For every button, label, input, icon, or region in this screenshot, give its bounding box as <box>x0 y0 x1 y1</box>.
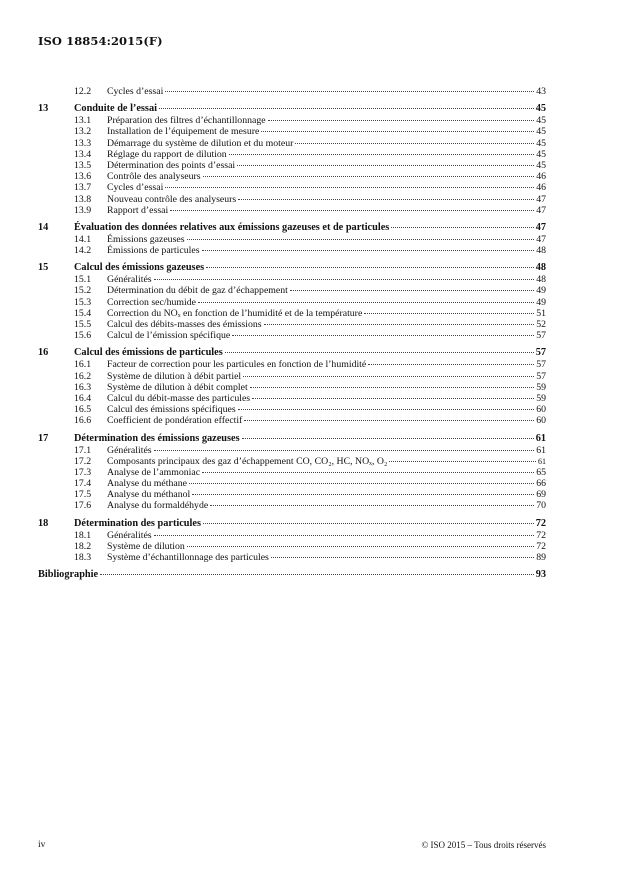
toc-entry-page: 57 <box>536 330 546 342</box>
toc-entry-number: 17.5 <box>74 489 92 501</box>
dot-leader <box>202 472 534 473</box>
toc-entry-page: 59 <box>536 381 546 393</box>
toc-entry-page: 47 <box>536 193 546 205</box>
toc-entry-subsection[interactable] <box>38 194 546 205</box>
toc-entry-number: 13.7 <box>74 182 92 194</box>
toc-entry-chapter[interactable] <box>38 103 546 115</box>
toc-entry-subsection[interactable] <box>38 382 546 393</box>
toc-entry-page: 43 <box>536 86 546 97</box>
toc-entry-number: 18.1 <box>74 529 92 541</box>
toc-entry-number: 14 <box>38 221 49 233</box>
toc-entry-chapter[interactable] <box>38 433 546 445</box>
dot-leader <box>192 494 534 495</box>
toc-entry-page: 66 <box>536 478 546 490</box>
toc-entry-title: Détermination des émissions gazeuses <box>74 432 240 444</box>
toc-entry-title: Nouveau contrôle des analyseurs <box>107 193 237 205</box>
dot-leader <box>187 546 534 547</box>
toc-entry-title: Coefficient de pondération effectif <box>107 415 243 427</box>
dot-leader <box>268 120 535 121</box>
toc-entry-number: 12.2 <box>74 86 92 97</box>
toc-entry-subsection[interactable] <box>38 530 546 541</box>
toc-entry-number: 17.2 <box>74 455 92 467</box>
dot-leader <box>203 176 535 177</box>
toc-entry-number: 17.4 <box>74 478 92 490</box>
dot-leader <box>232 335 534 336</box>
toc-entry-number: 17 <box>38 432 49 444</box>
toc-entry-subsection[interactable] <box>38 489 546 500</box>
toc-entry-subsection[interactable] <box>38 285 546 296</box>
toc-entry-page: 57 <box>536 370 546 382</box>
toc-entry-subsection[interactable] <box>38 126 546 137</box>
toc-entry-page: 89 <box>536 552 546 563</box>
toc-entry-number: 14.2 <box>74 245 92 257</box>
toc-entry-subsection[interactable] <box>38 138 546 149</box>
toc-entry-title: Généralités <box>107 274 152 286</box>
toc-entry-page: 47 <box>536 233 546 245</box>
toc-entry-number: 17.1 <box>74 444 92 456</box>
dot-leader <box>206 267 534 268</box>
toc-entry-subsection[interactable] <box>38 308 546 319</box>
dot-leader <box>364 313 534 314</box>
dot-leader <box>229 154 534 155</box>
dot-leader <box>198 302 534 303</box>
toc-entry-page: 61 <box>538 456 546 466</box>
toc-entry-title: Système d’échantillonnage des particules <box>107 552 269 563</box>
dot-leader <box>271 557 534 558</box>
toc-entry-page: 48 <box>536 245 546 257</box>
toc-entry-title: Installation de l’équipement de mesure <box>107 126 260 138</box>
toc-entry-page: 49 <box>536 296 546 308</box>
dot-leader <box>225 352 534 353</box>
toc-entry-page: 47 <box>535 221 546 233</box>
dot-leader <box>100 574 534 575</box>
toc-entry-title: Émissions gazeuses <box>107 233 185 245</box>
toc-entry-number: 13.1 <box>74 115 92 127</box>
toc-section <box>38 518 546 564</box>
toc-entry-number: 16.1 <box>74 359 92 371</box>
toc-entry-title: Calcul du débit-masse des particules <box>107 392 251 404</box>
dot-leader <box>237 165 534 166</box>
toc-entry-subsection[interactable] <box>38 205 546 216</box>
toc-entry-title: Analyse de l’ammoniac <box>107 466 201 478</box>
document-id-header: ISO 18854:2015(F) <box>38 34 163 48</box>
toc-entry-number: 17.6 <box>74 500 92 512</box>
dot-leader <box>189 483 534 484</box>
toc-entry-number: 13.3 <box>74 137 92 149</box>
toc-entry-title: Conduite de l’essai <box>74 103 157 115</box>
toc-entry-chapter[interactable] <box>38 347 546 359</box>
toc-entry-title: Détermination des particules <box>74 517 201 529</box>
dot-leader <box>389 461 536 462</box>
toc-section <box>38 262 546 341</box>
toc-entry-subsection[interactable] <box>38 274 546 285</box>
toc-entry-title: Analyse du méthanol <box>107 489 191 501</box>
toc-entry-title: Évaluation des données relatives aux émissions gazeuses et de particules <box>74 221 390 233</box>
toc-entry-title: Correction du NOₓ en fonction de l’humidité et de la température <box>107 307 363 319</box>
dot-leader <box>290 290 534 291</box>
toc-entry-title: Calcul de l’émission spécifique <box>107 330 231 342</box>
toc-entry-number: 17.3 <box>74 466 92 478</box>
toc-entry-page: 47 <box>536 204 546 216</box>
toc-entry-page: 72 <box>536 540 546 552</box>
toc-entry-number: 15 <box>38 262 49 274</box>
toc-entry-subsection[interactable] <box>38 467 546 478</box>
toc-entry-title: Analyse du méthane <box>107 478 187 490</box>
toc-entry-title: Système de dilution à débit complet <box>107 381 248 393</box>
toc-entry-title: Généralités <box>107 444 152 456</box>
toc-entry-subsection[interactable] <box>38 456 546 467</box>
dot-leader <box>391 227 533 228</box>
toc-entry-subsection[interactable] <box>38 115 546 126</box>
toc-entry-title: Bibliographie <box>38 569 99 581</box>
toc-entry-subsection[interactable] <box>38 393 546 404</box>
toc-entry-title: Calcul des émissions de particules <box>74 347 223 359</box>
toc-entry-subsection[interactable] <box>38 319 546 330</box>
toc-entry-page: 72 <box>536 529 546 541</box>
toc-entry-number: 15.3 <box>74 296 92 308</box>
toc-entry-title: Calcul des émissions spécifiques <box>107 404 236 416</box>
toc-entry-page: 57 <box>536 359 546 371</box>
dot-leader <box>242 438 534 439</box>
toc-entry-page: 45 <box>536 115 546 127</box>
toc-entry-subsection[interactable] <box>38 500 546 511</box>
toc-entry-number: 13.4 <box>74 148 92 160</box>
toc-entry-number: 13.6 <box>74 171 92 183</box>
toc-entry-subsection[interactable] <box>38 415 546 426</box>
toc-entry-page: 49 <box>536 285 546 297</box>
toc-section <box>38 569 546 581</box>
toc-section <box>38 222 546 256</box>
toc-entry-page: 45 <box>536 148 546 160</box>
dot-leader <box>243 376 534 377</box>
dot-leader <box>165 187 534 188</box>
toc-entry-number: 16.4 <box>74 392 92 404</box>
toc-entry-title: Détermination du débit de gaz d’échappement <box>107 285 288 297</box>
toc-entry-page: 45 <box>536 159 546 171</box>
dot-leader <box>250 387 535 388</box>
dot-leader <box>154 535 535 536</box>
toc-entry-subsection[interactable] <box>38 245 546 256</box>
dot-leader <box>238 199 534 200</box>
dot-leader <box>252 398 534 399</box>
toc-entry-subsection[interactable] <box>38 182 546 193</box>
dot-leader <box>202 250 535 251</box>
dot-leader <box>261 131 534 132</box>
toc-entry-subsection[interactable] <box>38 297 546 308</box>
toc-entry-title: Calcul des émissions gazeuses <box>74 262 205 274</box>
toc-entry-number: 16.5 <box>74 404 92 416</box>
dot-leader <box>295 143 534 144</box>
toc-entry-page: 93 <box>535 569 546 581</box>
toc-entry-number: 13.5 <box>74 159 92 171</box>
toc-entry-page: 59 <box>536 392 546 404</box>
toc-entry-title: Système de dilution <box>107 540 185 552</box>
toc-entry-subsection[interactable] <box>38 234 546 245</box>
toc-entry-title: Émissions de particules <box>107 245 200 257</box>
dot-leader <box>165 91 534 92</box>
toc-entry-number: 14.1 <box>74 233 92 245</box>
toc-entry-page: 65 <box>536 466 546 478</box>
toc-entry-number: 16.2 <box>74 370 92 382</box>
toc-entry-subsection[interactable] <box>38 404 546 415</box>
toc-entry-number: 16.3 <box>74 381 92 393</box>
toc-entry-subsection[interactable] <box>38 330 546 341</box>
toc-entry-page: 51 <box>536 307 546 319</box>
toc-entry-page: 48 <box>536 274 546 286</box>
dot-leader <box>210 505 534 506</box>
toc-entry-subsection[interactable] <box>38 160 546 171</box>
toc-entry-number: 15.5 <box>74 319 92 330</box>
toc-entry-page: 70 <box>536 500 546 512</box>
toc-entry-page: 61 <box>535 432 546 444</box>
dot-leader <box>368 364 534 365</box>
dot-leader <box>154 279 535 280</box>
dot-leader <box>159 108 534 109</box>
toc-entry-page: 60 <box>536 415 546 427</box>
toc-entry-subsection[interactable] <box>38 478 546 489</box>
toc-entry-subsection[interactable] <box>38 445 546 456</box>
toc-entry-number: 15.2 <box>74 285 92 297</box>
dot-leader <box>244 420 534 421</box>
toc-entry-number: 18.2 <box>74 540 92 552</box>
toc-entry-title: Facteur de correction pour les particules en fonction de l’humidité <box>107 359 367 371</box>
toc-entry-number: 15.1 <box>74 274 92 286</box>
toc-entry-chapter[interactable] <box>38 262 546 274</box>
toc-entry-title: Généralités <box>107 529 152 541</box>
page-number: iv <box>38 840 46 850</box>
toc-entry-page: 45 <box>536 126 546 138</box>
toc-entry-title: Analyse du formaldéhyde <box>107 500 209 512</box>
toc-entry-title: Démarrage du système de dilution et du moteur <box>107 137 294 149</box>
toc-entry-page: 57 <box>535 347 546 359</box>
toc-entry-number: 13 <box>38 103 49 115</box>
toc-entry-title: Calcul des débits-masses des émissions <box>107 319 262 330</box>
dot-leader <box>170 210 534 211</box>
toc-entry-title: Composants principaux des gaz d’échappement CO, CO₂, HC, NOₓ, O₂ <box>107 455 388 467</box>
toc-entry-number: 13.8 <box>74 193 92 205</box>
toc-entry-number: 13.2 <box>74 126 92 138</box>
toc-entry-subsection[interactable] <box>38 86 546 97</box>
toc-entry-title: Cycles d’essai <box>107 182 164 194</box>
toc-entry-page: 45 <box>536 137 546 149</box>
toc-entry-number: 16 <box>38 347 49 359</box>
toc-entry-subsection[interactable] <box>38 359 546 370</box>
toc-entry-page: 46 <box>536 182 546 194</box>
toc-entry-page: 61 <box>536 444 546 456</box>
dot-leader <box>187 239 535 240</box>
toc-entry-subsection[interactable] <box>38 541 546 552</box>
toc-section <box>38 86 546 97</box>
toc-entry-title: Contrôle des analyseurs <box>107 171 201 183</box>
toc-entry-subsection[interactable] <box>38 149 546 160</box>
toc-entry-page: 46 <box>536 171 546 183</box>
toc-section <box>38 433 546 512</box>
toc-entry-title: Détermination des points d’essai <box>107 159 236 171</box>
toc-entry-title: Cycles d’essai <box>107 86 164 97</box>
toc-entry-page: 48 <box>535 262 546 274</box>
table-of-contents <box>38 86 546 587</box>
toc-entry-page: 60 <box>536 404 546 416</box>
toc-entry-page: 52 <box>536 319 546 330</box>
toc-section <box>38 347 546 426</box>
toc-entry-page: 72 <box>535 517 546 529</box>
toc-entry-number: 15.4 <box>74 307 92 319</box>
toc-entry-title: Correction sec/humide <box>107 296 196 308</box>
toc-entry-number: 18.3 <box>74 552 92 563</box>
toc-entry-chapter[interactable] <box>38 518 546 530</box>
dot-leader <box>154 450 535 451</box>
toc-entry-title: Préparation des filtres d’échantillonnage <box>107 115 266 127</box>
toc-entry-number: 16.6 <box>74 415 92 427</box>
toc-entry-title: Rapport d’essai <box>107 204 169 216</box>
toc-entry-number: 18 <box>38 517 49 529</box>
dot-leader <box>264 324 535 325</box>
toc-entry-chapter[interactable] <box>38 569 546 581</box>
toc-entry-page: 45 <box>535 103 546 115</box>
toc-entry-number: 13.9 <box>74 204 92 216</box>
toc-section <box>38 103 546 216</box>
dot-leader <box>203 523 534 524</box>
toc-entry-subsection[interactable] <box>38 552 546 563</box>
dot-leader <box>238 409 535 410</box>
toc-entry-subsection[interactable] <box>38 171 546 182</box>
toc-entry-page: 69 <box>536 489 546 501</box>
toc-entry-chapter[interactable] <box>38 222 546 234</box>
toc-entry-number: 15.6 <box>74 330 92 342</box>
toc-entry-title: Système de dilution à débit partiel <box>107 370 242 382</box>
toc-entry-title: Réglage du rapport de dilution <box>107 148 227 160</box>
toc-entry-subsection[interactable] <box>38 371 546 382</box>
copyright-notice: © ISO 2015 – Tous droits réservés <box>421 840 546 850</box>
